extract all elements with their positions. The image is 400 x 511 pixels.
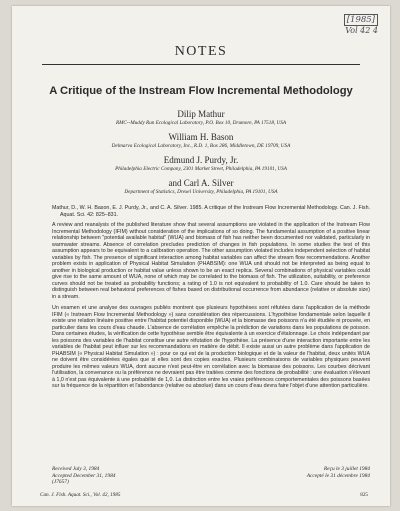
dates-english	[52, 466, 115, 486]
page-number: 825	[360, 492, 368, 498]
author-affiliation: Delmarva Ecological Laboratory, Inc., R.D. 1, Box 286, Middletown, DE 19709, USA	[111, 143, 291, 149]
accepted-date-fr: Accepté le 31 décembre 1984	[306, 472, 370, 479]
dates-french	[307, 466, 370, 486]
author-list	[12, 104, 390, 196]
received-date-fr: Reçu le 3 juillet 1984	[323, 466, 370, 472]
page-footer	[40, 492, 368, 498]
author-block	[12, 132, 390, 150]
author-affiliation: Philadelphia Electric Company, 2301 Market Street, Philadelphia, PA 19101, USA	[115, 166, 287, 172]
abstract-english: A review and reanalysis of the published literature show that several assumptions are violated in the application of the Instream Flow Incremental Methodology (IFIM) without consideration of the implications of so doing. The fundamental assumption of a positive linear relationship between "potential available habitat" (WUA) and biomass of fish has neither been documented nor validated, particularly in warmwater streams. Absence of correlation precludes prediction of changes in fish populations. In some studies the test of this assumption appears to be equivalent to a calibration operation. The other assumption violated includes independent selection of habitat variables by fish. The presence of significant interaction among habitat variables can affect the stream flow recommendations. Another problem exists in application of Physical Habitat Simulation (PHABSIM): one WUA unit should not be interpreted as being equal to another in biological production or habitat value unless shown to be an exact replica. Several combinations of physical variables could give rise to the same amount of WUA, none of which may be correlated to the biomass of fish. The utilization, suitability, or preference curves should not be treated as probability functions; a rating of 1.0 is not equivalent to probability of 1.0. Care should be taken to distinguish between real behavioral preferences of fishes based on distributional occurrence from abundance (relative or absolute size) in a stream.	[52, 222, 370, 300]
author-affiliation: Department of Statistics, Drexel University, Philadelphia, PA 19101, USA	[124, 189, 278, 195]
manuscript-number: (J7657)	[52, 479, 69, 485]
author-affiliation: RMC--Muddy Run Ecological Laboratory, P.O. Box 10, Drumore, PA 17518, USA	[115, 120, 287, 126]
author-name: Edmund J. Purdy, Jr.	[163, 155, 239, 165]
article-title: A Critique of the Instream Flow Incremental Methodology	[49, 85, 353, 97]
author-block	[12, 155, 390, 173]
received-date: Received July 3, 1984	[52, 466, 100, 472]
handwritten-year: [1985]	[344, 14, 378, 26]
article-body	[52, 205, 370, 390]
heading-rule	[42, 64, 360, 65]
citation: Mathur, D., W. H. Bason, E. J. Purdy, Jr., and C. A. Silver. 1985. A critique of the Instream Flow Incremental Methodology. Can. J. Fish. Aquat. Sci. 42: 825–831.	[52, 205, 370, 218]
author-name: William H. Bason	[168, 132, 234, 142]
manuscript-dates	[52, 466, 370, 486]
author-block	[12, 178, 390, 196]
journal-reference: Can. J. Fish. Aquat. Sci., Vol. 42, 1985	[40, 492, 121, 498]
handwritten-annotation	[328, 14, 378, 36]
accepted-date: Accepted December 31, 1984	[52, 472, 116, 479]
author-name: Dilip Mathur	[177, 109, 225, 119]
author-block	[12, 109, 390, 127]
section-heading: NOTES	[174, 44, 228, 59]
journal-page	[12, 6, 390, 506]
handwritten-volume: Vol 42 4	[345, 26, 378, 35]
abstract-french: Un examen et une analyse des ouvrages publiés montrent que plusieurs hypothèses sont réfutées dans l'application de la méthode IFIM (« Instream Flow Incremental Methodology ») sans considération des répercussions. L'hypothèse fondamentale selon laquelle il existe une relation linéaire positive entre l'habitat potentiel disponible (WUA) et la biomasse des poissons n'a été étudiée ni prouvée, en particulier dans les cours d'eau chaude. L'absence de corrélation empêche la prédiction de variations dans les populations de poisson. Dans certaines études, la vérification de cette hypothèse semble être équivalente à un exercice d'étalonnage. Le choix indépendant par les poissons des variables de l'habitat constitue une autre réfutation de l'hypothèse. La présence d'une interaction importante entre les variables de l'habitat peut influer sur les recommandations en matière de débit. Il existe aussi un autre problème dans l'application de PHABSIM (« Physical Habitat Simulation ») : pour ce qui est de la production biologique et de la valeur de l'habitat, deux unités WUA ne doivent être considérées égales que si elles sont des copies exactes. Plusieurs combinaisons de variables physiques peuvent produire les mêmes valeurs WUA, dont aucune n'est peut-être en corrélation avec la biomasse des poissons. Les courbes décrivant l'utilisation, la convenance ou la préférence ne devraient pas être traitées comme des fonctions de probabilité : une évaluation s'élevant à 1,0 n'est pas équivalente à une probabilité de 1,0. La distinction entre les vraies préférences comportementales des poissons basées sur la fréquence de la répartition et l'abondance (relative ou absolue) dans un cours d'eau devra faire l'objet d'une attention particulière.	[52, 305, 370, 389]
author-name: and Carl A. Silver	[168, 178, 234, 188]
